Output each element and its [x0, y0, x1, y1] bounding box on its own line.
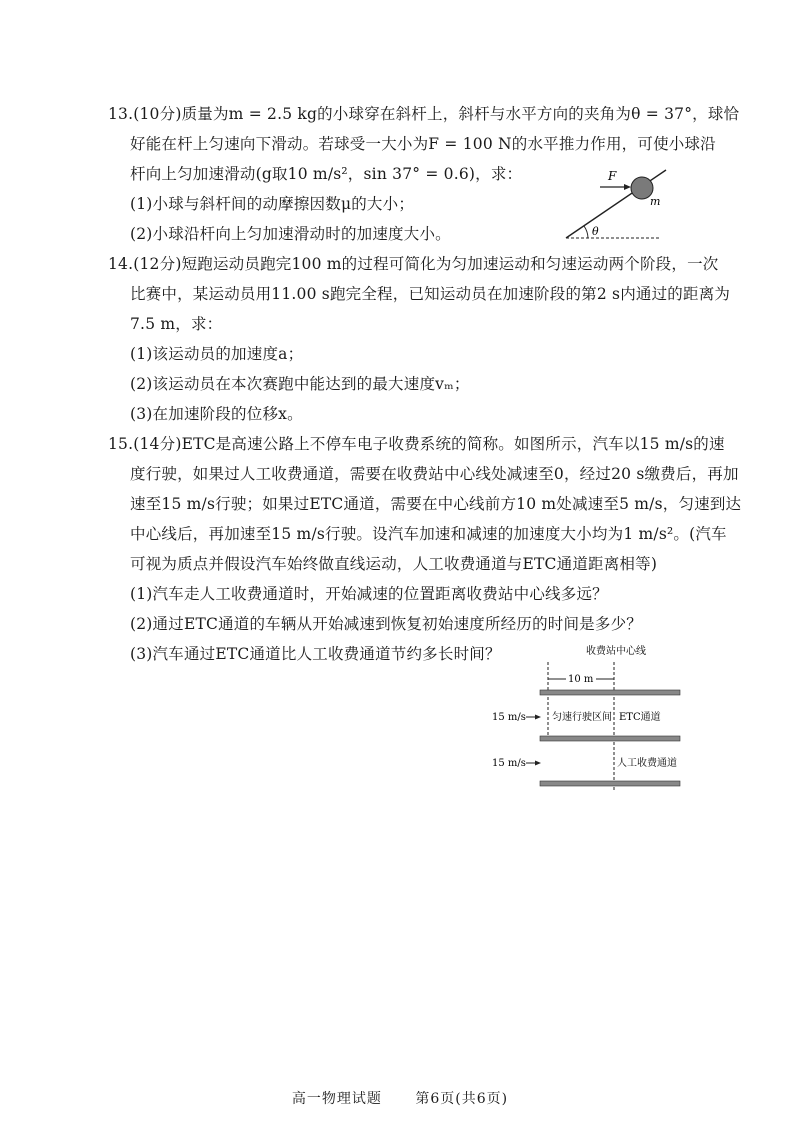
q14-line-4: (1)该运动员的加速度a； — [130, 345, 304, 363]
uniform-zone-label: 匀速行驶区间 — [552, 712, 612, 723]
lane-barrier-bottom — [540, 781, 680, 786]
q15-line-4: 中心线后，再加速至15 m/s行驶。设汽车加速和减速的加速度大小均为1 m/s²。(汽车 — [130, 525, 727, 543]
q15-line-5: 可视为质点并假设汽车始终做直线运动，人工收费通道与ETC通道距离相等) — [130, 555, 658, 573]
q15-line-1: 15.(14分)ETC是高速公路上不停车电子收费系统的简称。如图所示，汽车以15 m/s的速 — [108, 435, 725, 453]
speed-label-etc: 15 m/s — [492, 712, 526, 723]
q13-line-3: 杆向上匀加速滑动(g取10 m/s²，sin 37° = 0.6)，求： — [130, 165, 523, 183]
q14-line-3: 7.5 m，求： — [130, 315, 223, 333]
q13-line-4: (1)小球与斜杆间的动摩擦因数μ的大小； — [130, 195, 415, 213]
mass-label: m — [650, 195, 661, 208]
q15-line-6: (1)汽车走人工收费通道时，开始减速的位置距离收费站中心线多远？ — [130, 585, 608, 603]
lane-barrier-middle — [540, 736, 680, 741]
angle-label: θ — [592, 225, 599, 238]
q15-line-7: (2)通过ETC通道的车辆从开始减速到恢复初始速度所经历的时间是多少？ — [130, 615, 642, 633]
toll-lanes-figure — [488, 640, 688, 800]
etc-lane-label: ETC通道 — [619, 712, 661, 723]
force-arrowhead — [624, 184, 631, 190]
distance-label: 10 m — [568, 674, 594, 685]
inclined-rod-figure — [560, 158, 670, 248]
page-footer — [0, 1088, 800, 1108]
footer-page-number: 第6页(共6页) — [415, 1091, 509, 1107]
angle-arc — [584, 226, 588, 238]
force-label: F — [608, 169, 617, 183]
q15-line-2: 度行驶，如果过人工收费通道，需要在收费站中心线处减速至0，经过20 s缴费后，再加 — [130, 465, 739, 483]
q14-line-1: 14.(12分)短跑运动员跑完100 m的过程可简化为匀加速运动和匀速运动两个阶段，一次 — [108, 255, 719, 273]
q13-line-5: (2)小球沿杆向上匀加速滑动时的加速度大小。 — [130, 225, 451, 243]
q15-line-8: (3)汽车通过ETC通道比人工收费通道节约多长时间？ — [130, 645, 501, 663]
q13-line-2: 好能在杆上匀速向下滑动。若球受一大小为F = 100 N的水平推力作用，可使小球沿 — [130, 135, 716, 153]
q15-line-3: 速至15 m/s行驶；如果过ETC通道，需要在中心线前方10 m处减速至5 m/s，匀速到达 — [130, 495, 742, 513]
q14-line-6: (3)在加速阶段的位移x。 — [130, 405, 303, 423]
lane-barrier-top — [540, 690, 680, 695]
q14-line-2: 比赛中，某运动员用11.00 s跑完全程，已知运动员在加速阶段的第2 s内通过的距离为 — [130, 285, 731, 303]
center-line-label: 收费站中心线 — [586, 646, 646, 657]
etc-car-arrowhead — [535, 715, 541, 720]
q13-line-1: 13.(10分)质量为m = 2.5 kg的小球穿在斜杆上，斜杆与水平方向的夹角为θ = 37°，球恰 — [108, 105, 740, 123]
manual-car-arrowhead — [535, 761, 541, 766]
q14-line-5: (2)该运动员在本次赛跑中能达到的最大速度vₘ； — [130, 375, 470, 393]
speed-label-manual: 15 m/s — [492, 758, 526, 769]
footer-subject: 高一物理试题 — [291, 1091, 382, 1107]
manual-lane-label: 人工收费通道 — [617, 758, 677, 769]
